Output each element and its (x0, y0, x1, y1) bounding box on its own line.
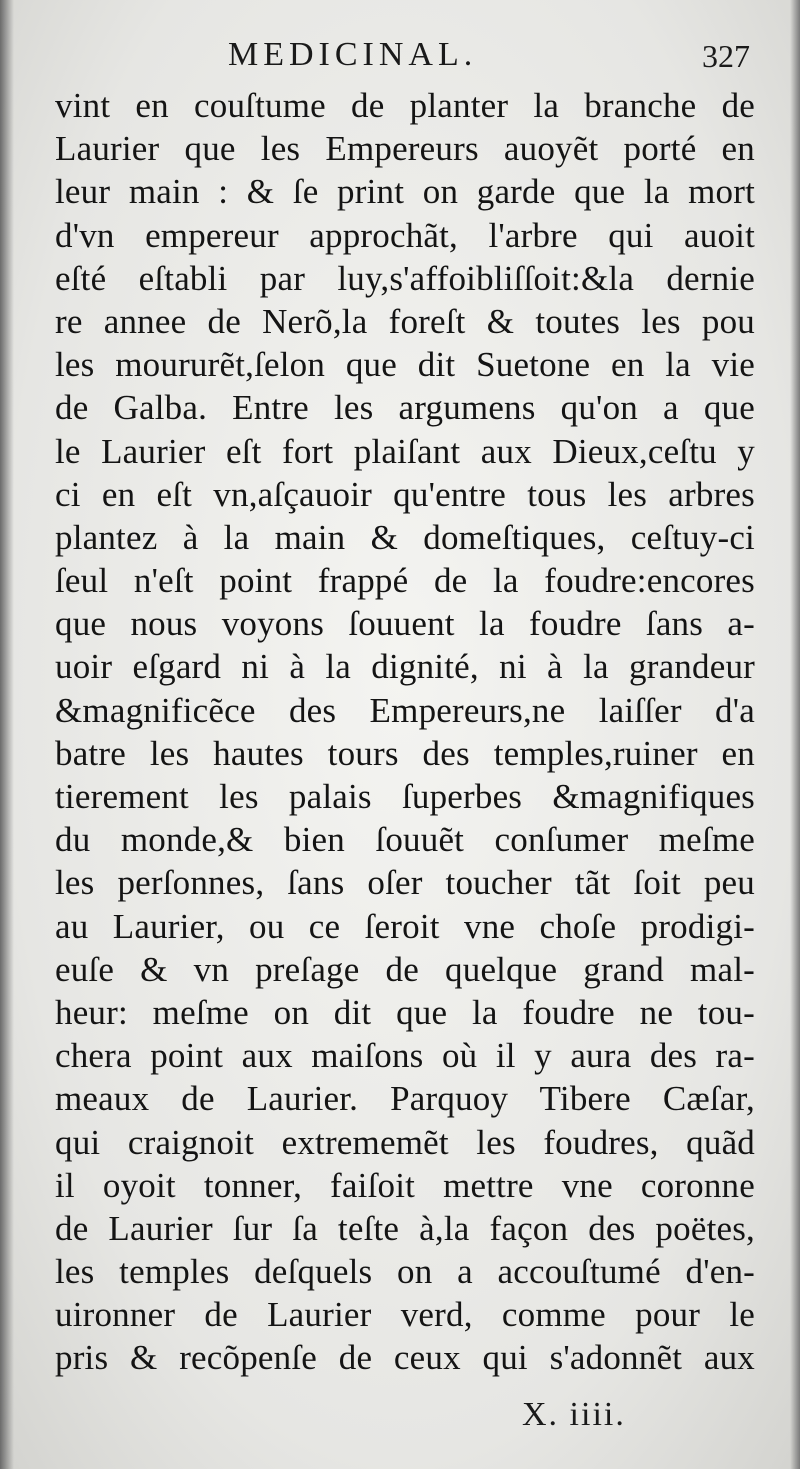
running-head-title: MEDICINAL. (228, 36, 478, 73)
text-line: au Laurier, ou ce ſeroit vne choſe prodigi- (55, 906, 755, 946)
page-number: 327 (702, 38, 750, 74)
text-line: que nous voyons ſouuent la foudre ſans a- (55, 604, 755, 644)
text-line: qui craignoit extrememẽt les foudres, quãd (55, 1122, 755, 1162)
text-line: du monde,& bien ſouuẽt conſumer meſme (55, 820, 755, 860)
body-text (55, 84, 755, 1380)
text-line: &magnificẽce des Empereurs,ne laiſſer d'a (55, 690, 755, 730)
text-line: plantez à la main & domeſtiques, ceſtuy-ci (55, 517, 755, 557)
text-line: chera point aux maiſons où il y aura des ra- (55, 1036, 755, 1076)
text-line: tierement les palais ſuperbes &magnifiques (55, 777, 755, 816)
text-line: pris & recõpenſe de ceux qui s'adonnẽt aux (55, 1338, 755, 1378)
signature-mark: X. iiii. (522, 1396, 626, 1433)
text-line: uoir eſgard ni à la dignité, ni à la grandeur (55, 647, 755, 687)
text-line: heur: meſme on dit que la foudre ne tou- (55, 992, 755, 1032)
running-head (0, 30, 800, 80)
scan-edge-left (0, 0, 14, 1469)
text-line: eſté eſtabli par luy,s'affoibliſſoit:&la dernie (55, 258, 755, 298)
text-line: euſe & vn preſage de quelque grand mal- (55, 949, 755, 989)
text-line: leur main : & ſe print on garde que la mort (55, 172, 755, 212)
text-line: d'vn empereur approchãt, l'arbre qui auoit (55, 215, 755, 255)
text-line: les moururẽt,ſelon que dit Suetone en la vie (55, 345, 755, 385)
text-line: ſeul n'eſt point frappé de la foudre:encores (55, 561, 755, 601)
text-line: batre les hautes tours des temples,ruiner en (55, 733, 755, 773)
text-line: il oyoit tonner, faiſoit mettre vne coronne (55, 1165, 755, 1205)
text-line: re annee de Nerõ,la foreſt & toutes les pou (55, 301, 755, 341)
text-line: de Laurier ſur ſa teſte à,la façon des poëtes, (55, 1208, 755, 1248)
text-line: uironner de Laurier verd, comme pour le (55, 1295, 755, 1335)
text-line: meaux de Laurier. Parquoy Tibere Cæſar, (55, 1079, 755, 1119)
scan-edge-right (790, 0, 800, 1469)
text-line: le Laurier eſt fort plaiſant aux Dieux,ceſtu y (55, 431, 755, 471)
text-line: ci en eſt vn,aſçauoir qu'entre tous les arbres (55, 474, 755, 514)
text-line: vint en couſtume de planter la branche de (55, 86, 755, 125)
text-line: les perſonnes, ſans oſer toucher tãt ſoit peu (55, 863, 755, 903)
text-line: les temples deſquels on a accouſtumé d'en- (55, 1252, 755, 1292)
text-line: de Galba. Entre les argumens qu'on a que (55, 388, 755, 428)
text-line: Laurier que les Empereurs auoyẽt porté en (55, 129, 755, 169)
